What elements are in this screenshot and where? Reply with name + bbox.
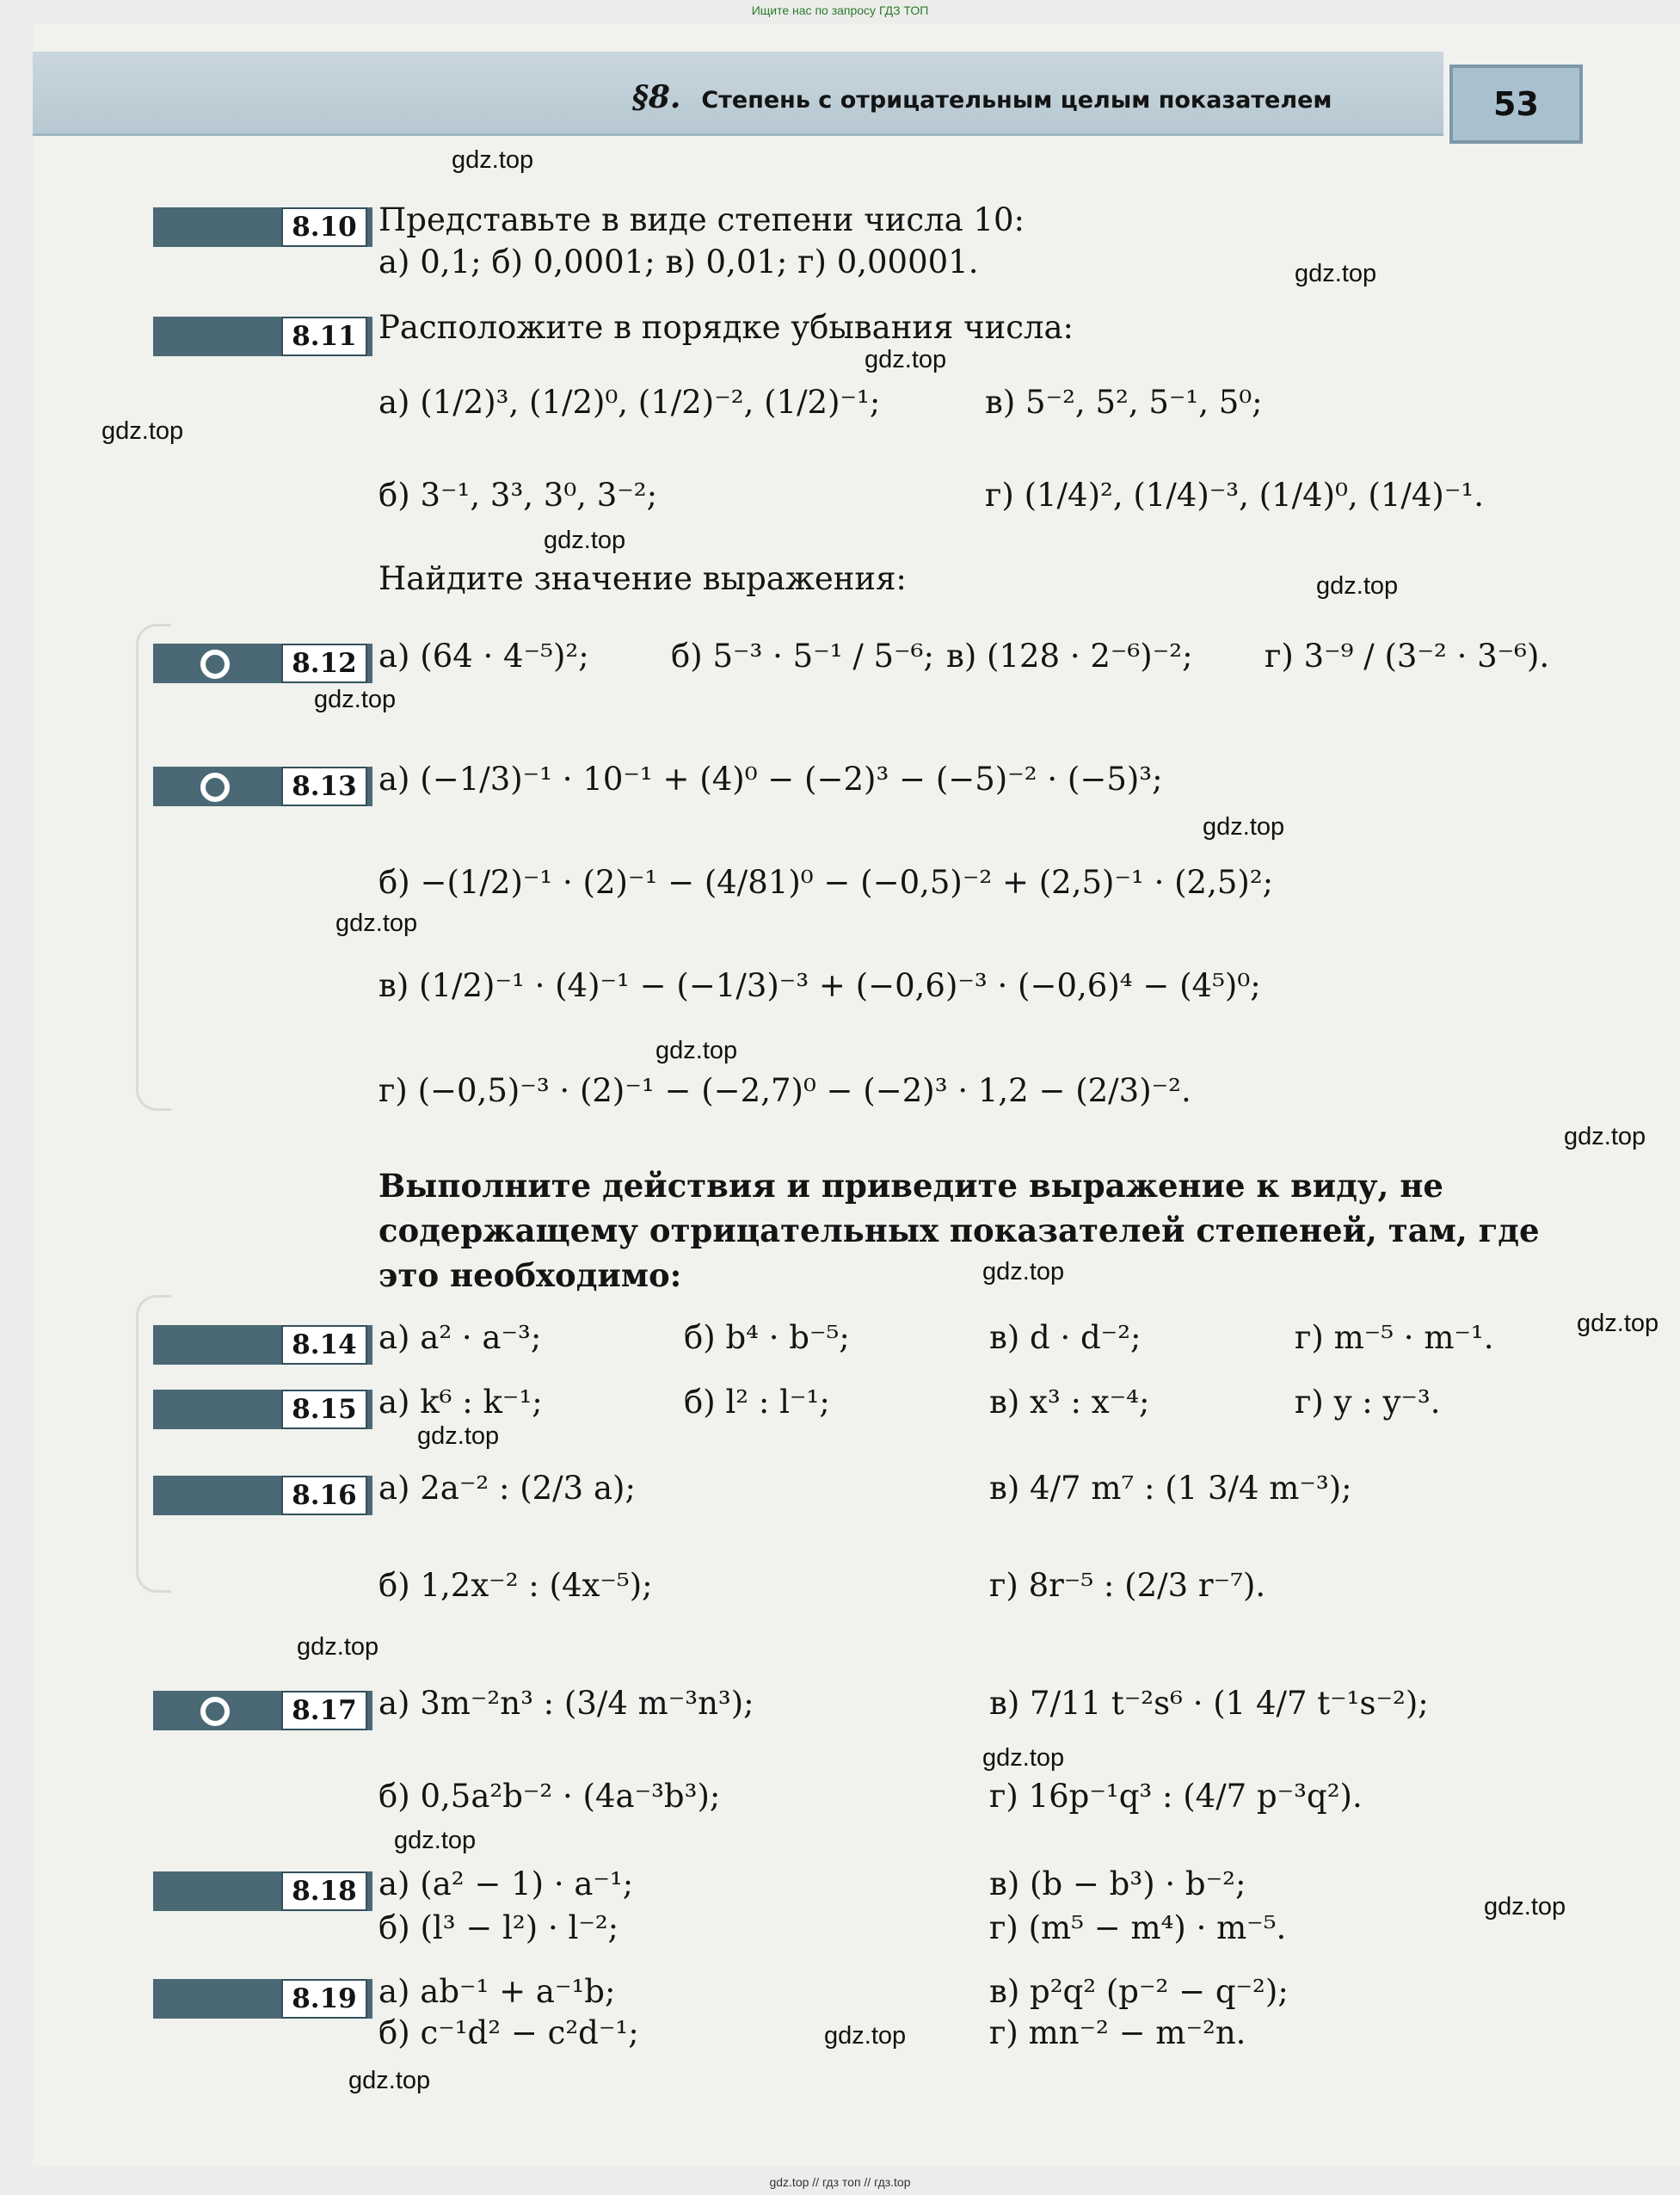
circle-icon	[200, 1697, 230, 1726]
task-item: б) 3⁻¹, 3³, 3⁰, 3⁻²;	[378, 477, 658, 514]
task-text: Представьте в виде степени числа 10:	[378, 201, 1025, 238]
task-number: 8.11	[281, 317, 367, 356]
circle-icon	[200, 773, 230, 802]
watermark: gdz.top	[1316, 572, 1399, 600]
task-item: в) 5⁻², 5², 5⁻¹, 5⁰;	[985, 384, 1263, 421]
task-item: б) 5⁻³ · 5⁻¹ / 5⁻⁶;	[671, 638, 934, 675]
task-item: в) 4/7 m⁷ : (1 3/4 m⁻³);	[989, 1470, 1352, 1507]
task-item: а) (1/2)³, (1/2)⁰, (1/2)⁻², (1/2)⁻¹;	[378, 384, 881, 421]
task-number: 8.19	[281, 1979, 367, 2019]
task-item: б) 1,2x⁻² : (4x⁻⁵);	[378, 1567, 653, 1604]
task-text: Расположите в порядке убывания числа:	[378, 309, 1074, 346]
task-item: г) mn⁻² − m⁻²n.	[989, 2014, 1246, 2051]
task-item: а) 0,1; б) 0,0001; в) 0,01; г) 0,00001.	[378, 244, 979, 281]
task-item: в) (b − b³) · b⁻²;	[989, 1865, 1246, 1902]
task-item: г) 8r⁻⁵ : (2/3 r⁻⁷).	[989, 1567, 1266, 1604]
task-number: 8.13	[281, 767, 367, 806]
task-item: г) (−0,5)⁻³ · (2)⁻¹ − (−2,7)⁰ − (−2)³ · 1,2 − (2/3)⁻².	[378, 1072, 1191, 1109]
task-item: г) 3⁻⁹ / (3⁻² · 3⁻⁶).	[1265, 638, 1550, 675]
task-item: в) (1/2)⁻¹ · (4)⁻¹ − (−1/3)⁻³ + (−0,6)⁻³ · (−0,6)⁴ − (4⁵)⁰;	[378, 967, 1261, 1004]
watermark: gdz.top	[824, 2022, 907, 2050]
task-item: а) (a² − 1) · a⁻¹;	[378, 1865, 634, 1902]
task-number: 8.12	[281, 644, 367, 683]
watermark: gdz.top	[1564, 1123, 1646, 1150]
task-item: б) (l³ − l²) · l⁻²;	[378, 1909, 619, 1946]
task-number: 8.16	[281, 1476, 367, 1515]
section-number: §8.	[632, 79, 681, 115]
task-number: 8.15	[281, 1390, 367, 1429]
task-item: а) k⁶ : k⁻¹;	[378, 1384, 543, 1421]
watermark: gdz.top	[544, 527, 626, 554]
watermark: gdz.top	[102, 417, 184, 445]
task-item: г) (1/4)², (1/4)⁻³, (1/4)⁰, (1/4)⁻¹.	[985, 477, 1484, 514]
task-item: а) (64 · 4⁻⁵)²;	[378, 638, 589, 675]
task-item: в) (128 · 2⁻⁶)⁻²;	[946, 638, 1193, 675]
task-item: г) m⁻⁵ · m⁻¹.	[1295, 1319, 1494, 1356]
instruction: Найдите значение выражения:	[378, 560, 907, 597]
bottom-note: gdz.top // гдз топ // гдз.top	[769, 2175, 911, 2189]
task-number: 8.14	[281, 1325, 367, 1365]
task-item: а) (−1/3)⁻¹ · 10⁻¹ + (4)⁰ − (−2)³ − (−5)⁻² · (−5)³;	[378, 761, 1163, 798]
watermark: gdz.top	[297, 1633, 379, 1661]
watermark: gdz.top	[1203, 813, 1285, 841]
watermark: gdz.top	[348, 2067, 431, 2094]
task-item: а) ab⁻¹ + a⁻¹b;	[378, 1973, 616, 2010]
watermark: gdz.top	[335, 909, 418, 937]
instruction: Выполните действия и приведите выражение к виду, не содержащему отрицательных показателей степеней, там, где это необходимо:	[378, 1167, 1540, 1294]
task-item: б) l² : l⁻¹;	[684, 1384, 830, 1421]
task-number: 8.18	[281, 1871, 367, 1911]
task-item: б) 0,5a²b⁻² · (4a⁻³b³);	[378, 1778, 721, 1815]
task-item: в) p²q² (p⁻² − q⁻²);	[989, 1973, 1289, 2010]
task-number: 8.17	[281, 1691, 367, 1730]
circle-icon	[200, 650, 230, 679]
task-item: г) (m⁵ − m⁴) · m⁻⁵.	[989, 1909, 1287, 1946]
task-item: а) 3m⁻²n³ : (3/4 m⁻³n³);	[378, 1685, 754, 1722]
task-item: б) −(1/2)⁻¹ · (2)⁻¹ − (4/81)⁰ − (−0,5)⁻² + (2,5)⁻¹ · (2,5)²;	[378, 864, 1274, 901]
watermark: gdz.top	[394, 1827, 477, 1854]
watermark: gdz.top	[1484, 1893, 1566, 1921]
watermark: gdz.top	[982, 1258, 1065, 1286]
watermark: gdz.top	[452, 146, 534, 174]
watermark: gdz.top	[417, 1422, 500, 1450]
group-bracket	[136, 624, 171, 1111]
top-note: Ищите нас по запросу ГДЗ ТОП	[751, 3, 929, 17]
task-item: г) y : y⁻³.	[1295, 1384, 1441, 1421]
section-title: Степень с отрицательным целым показателем	[701, 87, 1332, 114]
task-number: 8.10	[281, 207, 367, 247]
task-item: б) c⁻¹d² − c²d⁻¹;	[378, 2014, 639, 2051]
section-heading	[632, 79, 1332, 115]
task-item: в) d · d⁻²;	[989, 1319, 1142, 1356]
watermark: gdz.top	[1577, 1310, 1659, 1337]
page-number: 53	[1449, 65, 1583, 144]
watermark: gdz.top	[314, 686, 397, 713]
watermark: gdz.top	[655, 1037, 738, 1064]
task-item: а) a² · a⁻³;	[378, 1319, 542, 1356]
task-item: б) b⁴ · b⁻⁵;	[684, 1319, 850, 1356]
watermark: gdz.top	[1295, 260, 1377, 287]
watermark: gdz.top	[865, 346, 947, 373]
watermark: gdz.top	[982, 1744, 1065, 1772]
task-item: г) 16p⁻¹q³ : (4/7 p⁻³q²).	[989, 1778, 1363, 1815]
task-item: в) 7/11 t⁻²s⁶ · (1 4/7 t⁻¹s⁻²);	[989, 1685, 1429, 1722]
task-item: в) x³ : x⁻⁴;	[989, 1384, 1150, 1421]
task-item: а) 2a⁻² : (2/3 a);	[378, 1470, 636, 1507]
